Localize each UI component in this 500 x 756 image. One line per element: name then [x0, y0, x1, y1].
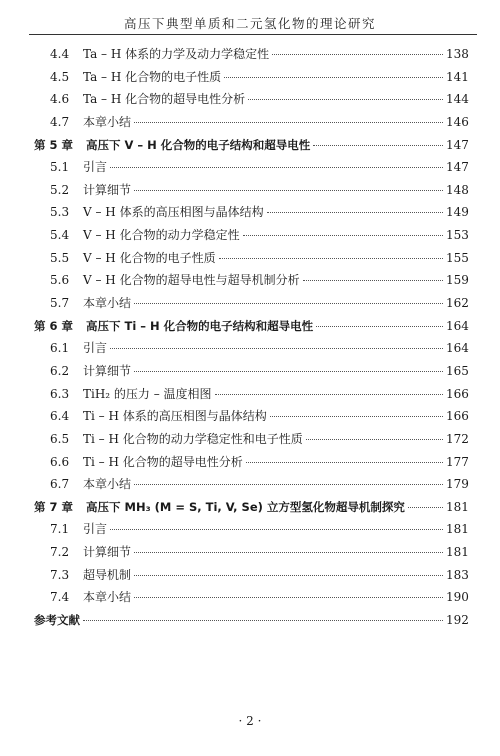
toc-entry-number: 第 7 章 [34, 499, 74, 514]
toc-entry-number: 4.5 [50, 69, 70, 84]
toc-entry-page: 166 [446, 409, 469, 424]
toc-entry-title: 高压下 Ti – H 化合物的电子结构和超导电性 [86, 318, 314, 333]
leader-dots [224, 77, 443, 78]
toc-entry-page: 147 [446, 160, 469, 175]
leader-dots [110, 167, 443, 168]
leader-dots [243, 235, 443, 236]
toc-entry-number: 5.5 [50, 250, 70, 265]
toc-entry-page: 146 [446, 114, 469, 129]
leader-dots [313, 145, 443, 146]
toc-section-entry [0, 518, 500, 541]
toc-entry-page: 164 [446, 341, 469, 356]
toc-entry-page: 162 [446, 296, 469, 311]
toc-entry-title: 引言 [83, 341, 108, 356]
toc-entry-number: 7.4 [50, 590, 70, 605]
leader-dots [134, 575, 443, 576]
leader-dots [248, 99, 443, 100]
toc-entry-number: 7.1 [50, 522, 70, 537]
toc-entry-title: 引言 [83, 522, 108, 537]
toc-entry-number: 5.3 [50, 205, 70, 220]
toc-entry-page: 172 [446, 431, 469, 446]
leader-dots [267, 212, 443, 213]
toc-entry-page: 144 [446, 92, 469, 107]
toc-entry-page: 155 [446, 250, 469, 265]
toc-entry-number: 5.2 [50, 182, 70, 197]
toc-entry-title: 高压下 MH₃ (M = S, Ti, V, Se) 立方型氢化物超导机制探究 [86, 499, 405, 514]
leader-dots [303, 280, 443, 281]
leader-dots [219, 258, 443, 259]
toc-entry-page: 179 [446, 477, 469, 492]
toc-section-entry [0, 201, 500, 224]
toc-entry-number: 6.3 [50, 386, 70, 401]
toc-entry-title: 参考文献 [34, 613, 80, 628]
leader-dots [83, 620, 443, 621]
toc-chapter-entry [0, 315, 500, 338]
toc-section-entry [0, 292, 500, 315]
toc-entry-number: 第 5 章 [34, 137, 74, 152]
toc-entry-page: 147 [446, 137, 469, 152]
toc-entry-number: 6.2 [50, 363, 70, 378]
toc-entry-page: 165 [446, 363, 469, 378]
toc-section-entry [0, 383, 500, 406]
header-rule [29, 34, 477, 35]
toc-entry-page: 149 [446, 205, 469, 220]
toc-entry-title: V – H 化合物的电子性质 [83, 250, 216, 265]
toc-section-entry [0, 564, 500, 587]
leader-dots [215, 394, 443, 395]
toc-chapter-entry [0, 496, 500, 519]
toc-entry-number: 7.3 [50, 567, 70, 582]
leader-dots [134, 303, 443, 304]
toc-entry-number: 第 6 章 [34, 318, 74, 333]
toc-chapter-entry [0, 134, 500, 157]
toc-entry-number: 4.4 [50, 47, 70, 61]
leader-dots [270, 416, 443, 417]
toc-entry-page: 166 [446, 386, 469, 401]
toc-entry-page: 181 [446, 522, 469, 537]
toc-entry-title: 计算细节 [83, 363, 132, 378]
toc-entry-title: 本章小结 [83, 477, 132, 492]
toc-entry-page: 138 [446, 47, 469, 61]
leader-dots [110, 348, 443, 349]
toc-section-entry [0, 451, 500, 474]
toc-entry-number: 5.4 [50, 228, 70, 243]
leader-dots [134, 190, 443, 191]
toc-entry-title: 引言 [83, 160, 108, 175]
toc-entry-title: 本章小结 [83, 114, 132, 129]
toc-entry-page: 164 [446, 318, 469, 333]
toc-entry-number: 6.7 [50, 477, 70, 492]
leader-dots [408, 507, 443, 508]
toc-entry-page: 148 [446, 182, 469, 197]
toc-entry-page: 190 [446, 590, 469, 605]
toc-entry-number: 7.2 [50, 545, 70, 560]
leader-dots [134, 371, 443, 372]
toc-section-entry [0, 88, 500, 111]
toc-entry-number: 6.5 [50, 431, 70, 446]
toc-section-entry [0, 156, 500, 179]
toc-section-entry [0, 405, 500, 428]
table-of-contents [0, 43, 500, 632]
toc-entry-number: 6.4 [50, 409, 70, 424]
toc-section-entry [0, 360, 500, 383]
toc-section-entry [0, 179, 500, 202]
leader-dots [110, 529, 443, 530]
toc-entry-number: 4.6 [50, 92, 70, 107]
toc-section-entry [0, 224, 500, 247]
toc-references-entry [0, 609, 500, 632]
toc-entry-title: V – H 体系的高压相图与晶体结构 [83, 205, 264, 220]
toc-section-entry [0, 269, 500, 292]
toc-section-entry [0, 473, 500, 496]
toc-section-entry [0, 428, 500, 451]
toc-entry-title: V – H 化合物的动力学稳定性 [83, 228, 240, 243]
leader-dots [316, 326, 443, 327]
leader-dots [272, 54, 443, 55]
toc-entry-page: 183 [446, 567, 469, 582]
toc-entry-title: 计算细节 [83, 182, 132, 197]
toc-entry-page: 192 [446, 613, 469, 628]
leader-dots [306, 439, 443, 440]
toc-entry-number: 4.7 [50, 114, 70, 129]
toc-section-entry [0, 541, 500, 564]
toc-entry-title: 超导机制 [83, 567, 132, 582]
toc-entry-page: 153 [446, 228, 469, 243]
toc-entry-title: Ti – H 化合物的超导电性分析 [83, 454, 243, 469]
toc-entry-title: TiH₂ 的压力 – 温度相图 [83, 386, 212, 401]
toc-entry-title: V – H 化合物的超导电性与超导机制分析 [83, 273, 300, 288]
leader-dots [246, 462, 443, 463]
toc-entry-page: 181 [446, 499, 469, 514]
toc-entry-title: 本章小结 [83, 590, 132, 605]
toc-section-entry [0, 337, 500, 360]
toc-entry-title: Ti – H 体系的高压相图与晶体结构 [83, 409, 267, 424]
page-number: · 2 · [238, 714, 262, 728]
toc-section-entry [0, 247, 500, 270]
leader-dots [134, 597, 443, 598]
toc-entry-title: Ta – H 化合物的超导电性分析 [83, 92, 246, 107]
toc-entry-title: 高压下 V – H 化合物的电子结构和超导电性 [86, 137, 311, 152]
toc-section-entry [0, 66, 500, 89]
toc-entry-page: 181 [446, 545, 469, 560]
leader-dots [134, 552, 443, 553]
toc-entry-title: Ta – H 体系的力学及动力学稳定性 [83, 47, 270, 61]
toc-entry-number: 5.7 [50, 296, 70, 311]
toc-entry-title: 计算细节 [83, 545, 132, 560]
toc-entry-title: Ta – H 化合物的电子性质 [83, 69, 222, 84]
leader-dots [134, 122, 443, 123]
toc-entry-title: Ti – H 化合物的动力学稳定性和电子性质 [83, 431, 303, 446]
toc-entry-page: 141 [446, 69, 469, 84]
toc-entry-number: 5.6 [50, 273, 70, 288]
toc-entry-title: 本章小结 [83, 296, 132, 311]
toc-entry-number: 6.6 [50, 454, 70, 469]
toc-entry-page: 159 [446, 273, 469, 288]
toc-entry-number: 6.1 [50, 341, 70, 356]
toc-section-entry [0, 43, 500, 66]
toc-section-entry [0, 586, 500, 609]
leader-dots [134, 484, 443, 485]
toc-entry-number: 5.1 [50, 160, 70, 175]
toc-entry-page: 177 [446, 454, 469, 469]
running-header: 高压下典型单质和二元氢化物的理论研究 [123, 16, 376, 31]
toc-section-entry [0, 111, 500, 134]
